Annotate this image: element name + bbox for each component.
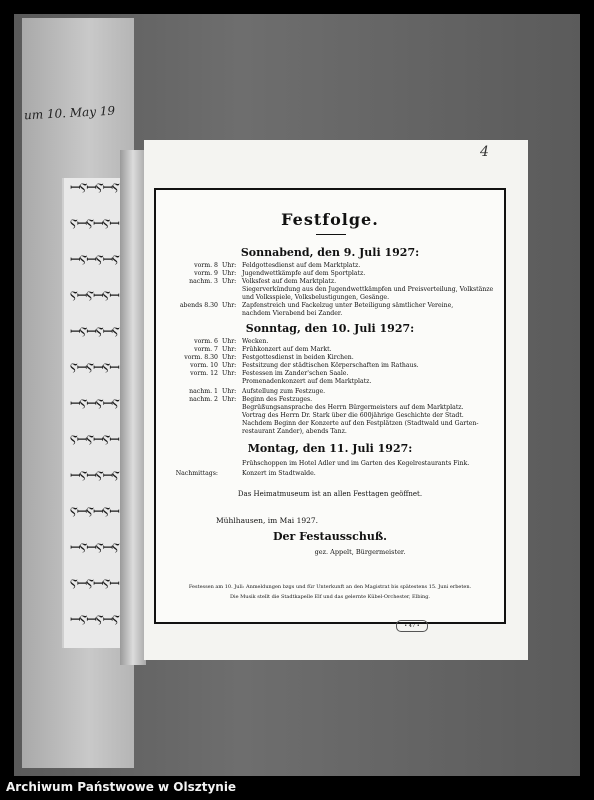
ornament-row-icon: ꟷⲊꟷⲊꟷⲊ (70, 254, 119, 268)
page-title: Festfolge. (281, 210, 379, 229)
ornamental-border-band (62, 178, 126, 648)
ornament-row-icon: ⲊꟷⲊꟷⲊꟷ (70, 506, 119, 520)
ornament-row-icon: ⲊꟷⲊꟷⲊꟷ (70, 434, 119, 448)
footer-note-1: Festessen am 10. Juli: Anmeldungen bzgs und für Unterkunft an den Magistrat bis spätestens 15. Juni erbeten. (188, 584, 472, 590)
ornament-row-icon: ⲊꟷⲊꟷⲊꟷ (70, 218, 119, 232)
document-page (144, 140, 528, 660)
archive-stamp: • 47 • (396, 620, 428, 632)
ornament-row-icon: ⲊꟷⲊꟷⲊꟷ (70, 362, 119, 376)
footer-note-2: Die Musik stellt die Stadtkapelle Elf und das gelernte Kübel-Orchester, Elbing. (229, 594, 431, 600)
page-number: 4 (480, 144, 489, 160)
ornament-row-icon: ⲊꟷⲊꟷⲊꟷ (70, 290, 119, 304)
program-border: Festfolge. Sonnabend, den 9. Juli 1927: vorm. 8 Uhr: Feldgottesdienst auf dem Marktplatz. vorm. 9 Uhr: Jugendwettkämpfe auf dem Sportplatz. nachm. 3 Uhr: Volksfest auf dem Marktplatz. Siegerverkündung aus den Jugendwettkämpfen und Preisverteilung, Volkstänze und Volksspiele, Volksbelustigungen, Gesänge. abends 8.30 Uhr: Zapfenstreich und Fackelzug unter Beteiligung sämtlicher Vereine, nachdem Vierabend bei Zander. Sonntag, den 10. Juli 1927: vorm. 6 Uhr: Wecken. vorm. 7 Uhr: Frühkonzert auf dem Markt. vorm. 8.30 Uhr: Festgottesdienst in beiden Kirchen. vorm. 10 Uhr: Festsitzung der städtischen Körperschaften im Rathaus. vorm. 12 Uhr: Festessen im Zander'schen Saale. Promenadenkonzert auf dem Marktplatz. nachm. 1 Uhr: Aufstellung zum Festzuge. nachm. 2 Uhr: Beginn des Festzuges. Begrüßungsansprache des Herrn Bürgermeisters auf dem Marktplatz. Vortrag des Herrn Dr. Stark über die 600jährige Geschichte der Stadt. Nachdem Beginn der Konzerte auf den Festplätzen (Stadtwald und Garten- restaurant Zander), abends Tanz. Montag, den 11. Juli 1927: Frühschoppen im Hotel Adler und im Garten des Kegelrestaurants Fink. Nachmittags: Konzert im Stadtwalde. Das Heimatmuseum ist an allen Festtagen geöffnet. Mühlhausen, im Mai 1927. Der Festausschuß. gez. Appelt, Bürgermeister. Festessen am 10. Juli: Anmeldungen bzgs und für Unterkunft an den Magistrat bis spätestens 15. Juni erbeten. Die Musik stellt die Stadtkapelle Elf und das gelernte Kübel-Orchester, Elbing. (154, 188, 506, 624)
ornament-row-icon: ꟷⲊꟷⲊꟷⲊ (70, 398, 119, 412)
day-heading-sunday: Sonntag, den 10. Juli 1927: (245, 322, 415, 335)
title-divider (316, 234, 346, 235)
handwritten-note: um 10. May 19 (23, 103, 116, 123)
day-heading-monday: Montag, den 11. Juli 1927: (247, 442, 413, 455)
ornament-row-icon: ꟷⲊꟷⲊꟷⲊ (70, 326, 119, 340)
ornament-row-icon: ꟷⲊꟷⲊꟷⲊ (70, 614, 119, 628)
ornament-row-icon: ꟷⲊꟷⲊꟷⲊ (70, 470, 119, 484)
committee-name: Der Festausschuß. (272, 530, 388, 543)
archive-label: Archiwum Państwowe w Olsztynie (6, 780, 237, 794)
museum-note: Das Heimatmuseum ist an allen Festtagen geöffnet. (237, 490, 423, 498)
signature-line: gez. Appelt, Bürgermeister. (314, 548, 406, 556)
place-date: Mühlhausen, im Mai 1927. (216, 516, 319, 525)
book-spine (120, 150, 146, 665)
ornament-row-icon: ꟷⲊꟷⲊꟷⲊ (70, 182, 119, 196)
day-heading-saturday: Sonnabend, den 9. Juli 1927: (240, 246, 420, 259)
ornament-row-icon: ⲊꟷⲊꟷⲊꟷ (70, 578, 119, 592)
ornament-row-icon: ꟷⲊꟷⲊꟷⲊ (70, 542, 119, 556)
